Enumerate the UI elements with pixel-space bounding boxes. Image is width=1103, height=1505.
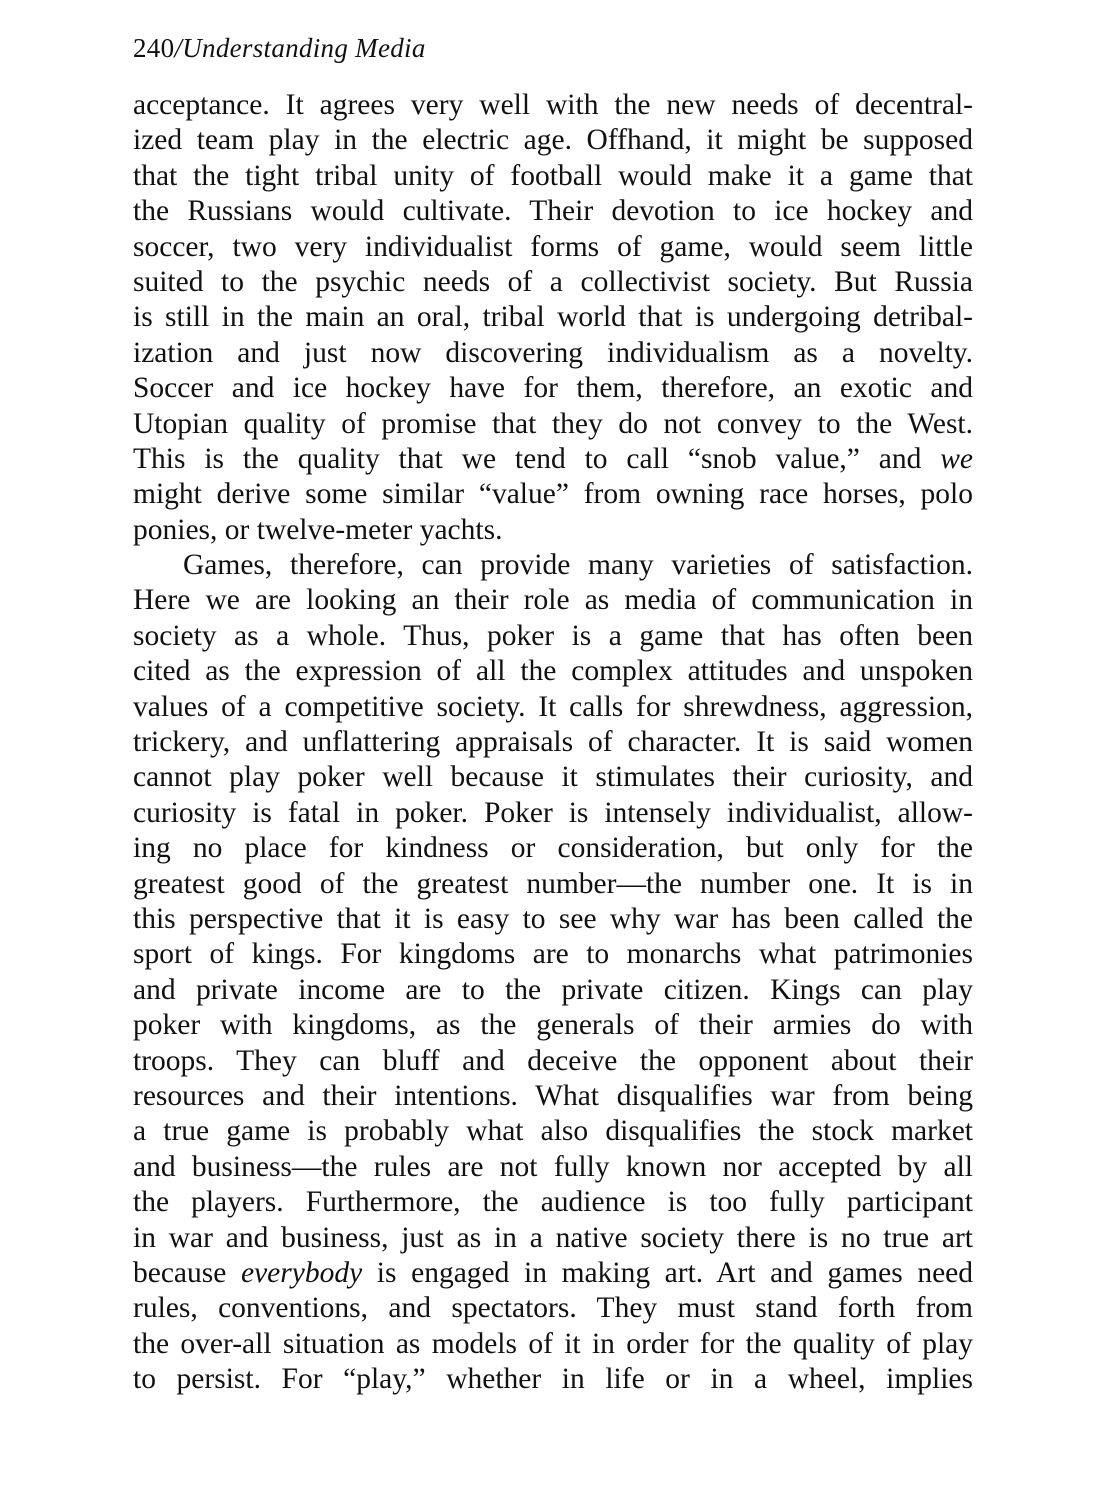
- text-line: might derive some similar “value” from owning race horses, polo: [133, 478, 973, 511]
- book-title: Understanding Media: [182, 33, 426, 63]
- text-line: the over-all situation as models of it in order for the quality of play: [133, 1327, 973, 1360]
- text-line: that the tight tribal unity of football would make it a game that: [133, 159, 973, 192]
- text-line: greatest good of the greatest number—the number one. It is in: [133, 867, 973, 900]
- text-line: ized team play in the electric age. Offhand, it might be supposed: [133, 124, 973, 157]
- text-line: curiosity is fatal in poker. Poker is intensely individualist, allow-: [133, 796, 973, 829]
- text-line: Soccer and ice hockey have for them, therefore, an exotic and: [133, 372, 973, 405]
- page-number: 240: [133, 33, 175, 63]
- emphasis-text: we: [940, 442, 973, 475]
- text-line: to persist. For “play,” whether in life or in a wheel, implies: [133, 1363, 973, 1396]
- text-line: because everybody is engaged in making art. Art and games need: [133, 1256, 974, 1289]
- text-line: acceptance. It agrees very well with the new needs of decentral-: [133, 89, 973, 121]
- text-line: ponies, or twelve-meter yachts.: [133, 513, 503, 546]
- text-line: suited to the psychic needs of a collectivist society. But Russia: [133, 265, 973, 298]
- text-line: Utopian quality of promise that they do not convey to the West.: [133, 407, 973, 440]
- text-line: and business—the rules are not fully known nor accepted by all: [133, 1150, 973, 1183]
- text-line: poker with kingdoms, as the generals of their armies do with: [133, 1009, 973, 1042]
- text-line: and private income are to the private citizen. Kings can play: [133, 973, 973, 1006]
- text-line: soccer, two very individualist forms of game, would seem little: [133, 230, 973, 263]
- text-line: This is the quality that we tend to call “snob value,” and we: [133, 442, 973, 475]
- text-line: values of a competitive society. It calls for shrewdness, aggression,: [133, 690, 973, 723]
- book-page: [133, 30, 973, 1397]
- text-line: Here we are looking an their role as media of communication in: [133, 584, 973, 617]
- text-line: cited as the expression of all the complex attitudes and unspoken: [133, 655, 973, 688]
- paragraph-1: [133, 88, 973, 548]
- text-line: the Russians would cultivate. Their devotion to ice hockey and: [133, 195, 973, 228]
- text-line: this perspective that it is easy to see why war has been called the: [133, 902, 973, 935]
- text-line: the players. Furthermore, the audience is too fully participant: [133, 1186, 973, 1219]
- header-separator: /: [174, 33, 183, 63]
- text-line: Games, therefore, can provide many varieties of satisfaction.: [183, 549, 973, 582]
- text-line: ing no place for kindness or consideration, but only for the: [133, 832, 973, 865]
- text-line: society as a whole. Thus, poker is a game that has often been: [133, 619, 973, 652]
- text-line: ization and just now discovering individualism as a novelty.: [133, 336, 973, 369]
- text-line: troops. They can bluff and deceive the opponent about their: [133, 1044, 973, 1077]
- text-line: is still in the main an oral, tribal world that is undergoing detribal-: [133, 301, 973, 334]
- paragraph-2: [133, 548, 973, 1397]
- text-line: trickery, and unflattering appraisals of character. It is said women: [133, 726, 973, 759]
- text-line: a true game is probably what also disqualifies the stock market: [133, 1115, 973, 1148]
- running-head: [133, 30, 973, 66]
- text-line: rules, conventions, and spectators. They must stand forth from: [133, 1292, 973, 1325]
- text-line: sport of kings. For kingdoms are to monarchs what patrimonies: [133, 938, 973, 971]
- text-line: resources and their intentions. What disqualifies war from being: [133, 1079, 973, 1112]
- emphasis-text: everybody: [240, 1256, 363, 1289]
- text-line: in war and business, just as in a native society there is no true art: [133, 1221, 973, 1254]
- text-line: cannot play poker well because it stimulates their curiosity, and: [133, 761, 973, 794]
